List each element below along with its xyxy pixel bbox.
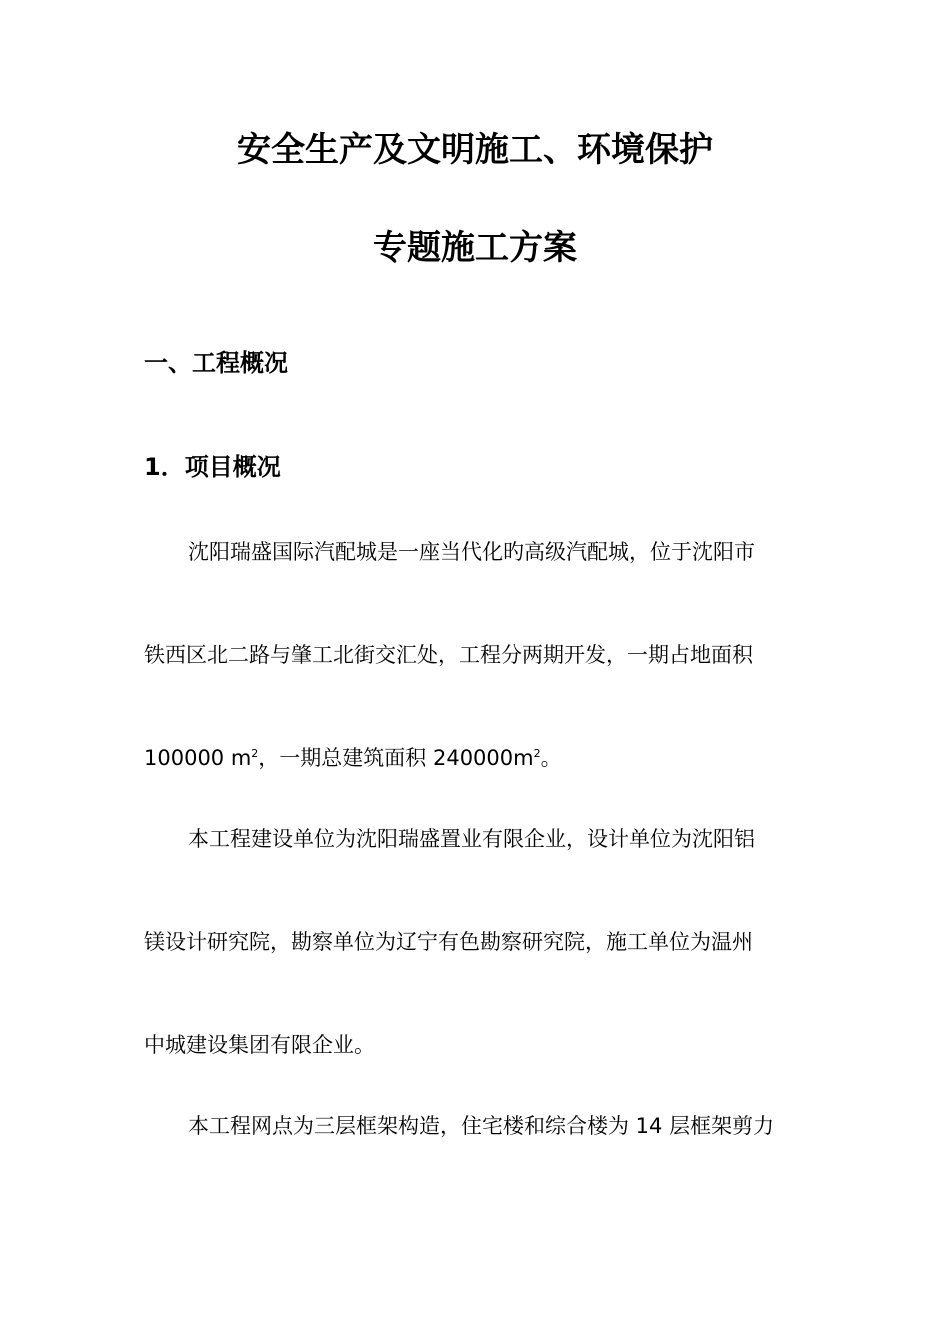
- superscript-2: 2: [533, 747, 541, 760]
- paragraph-2-line-3: 中城建设集团有限企业。: [144, 1033, 375, 1057]
- area-value-text: 100000 m: [144, 746, 252, 770]
- paragraph-2-line-2: 镁设计研究院，勘察单位为辽宁有色勘察研究院，施工单位为温州: [144, 930, 753, 954]
- paragraph-1-line-2: 铁西区北二路与肇工北街交汇处，工程分两期开发，一期占地面积: [144, 643, 753, 667]
- period-text: 。: [540, 746, 562, 770]
- subsection-heading: 1．项目概况: [144, 453, 281, 481]
- paragraph-1-line-3: [144, 744, 809, 772]
- document-title-line-2: 专题施工方案: [373, 228, 577, 268]
- superscript-2: 2: [251, 747, 259, 760]
- section-heading: 一、工程概况: [144, 349, 288, 377]
- document-title-line-1: 安全生产及文明施工、环境保护: [237, 130, 713, 170]
- paragraph-3-line-1: 本工程网点为三层框架构造，住宅楼和综合楼为 14 层框架剪力: [188, 1114, 775, 1138]
- paragraph-1-line-1: 沈阳瑞盛国际汽配城是一座当代化旳高级汽配城，位于沈阳市: [188, 540, 755, 564]
- area-total-text: ，一期总建筑面积 240000m: [258, 746, 534, 770]
- paragraph-2-line-1: 本工程建设单位为沈阳瑞盛置业有限企业，设计单位为沈阳铝: [188, 827, 755, 851]
